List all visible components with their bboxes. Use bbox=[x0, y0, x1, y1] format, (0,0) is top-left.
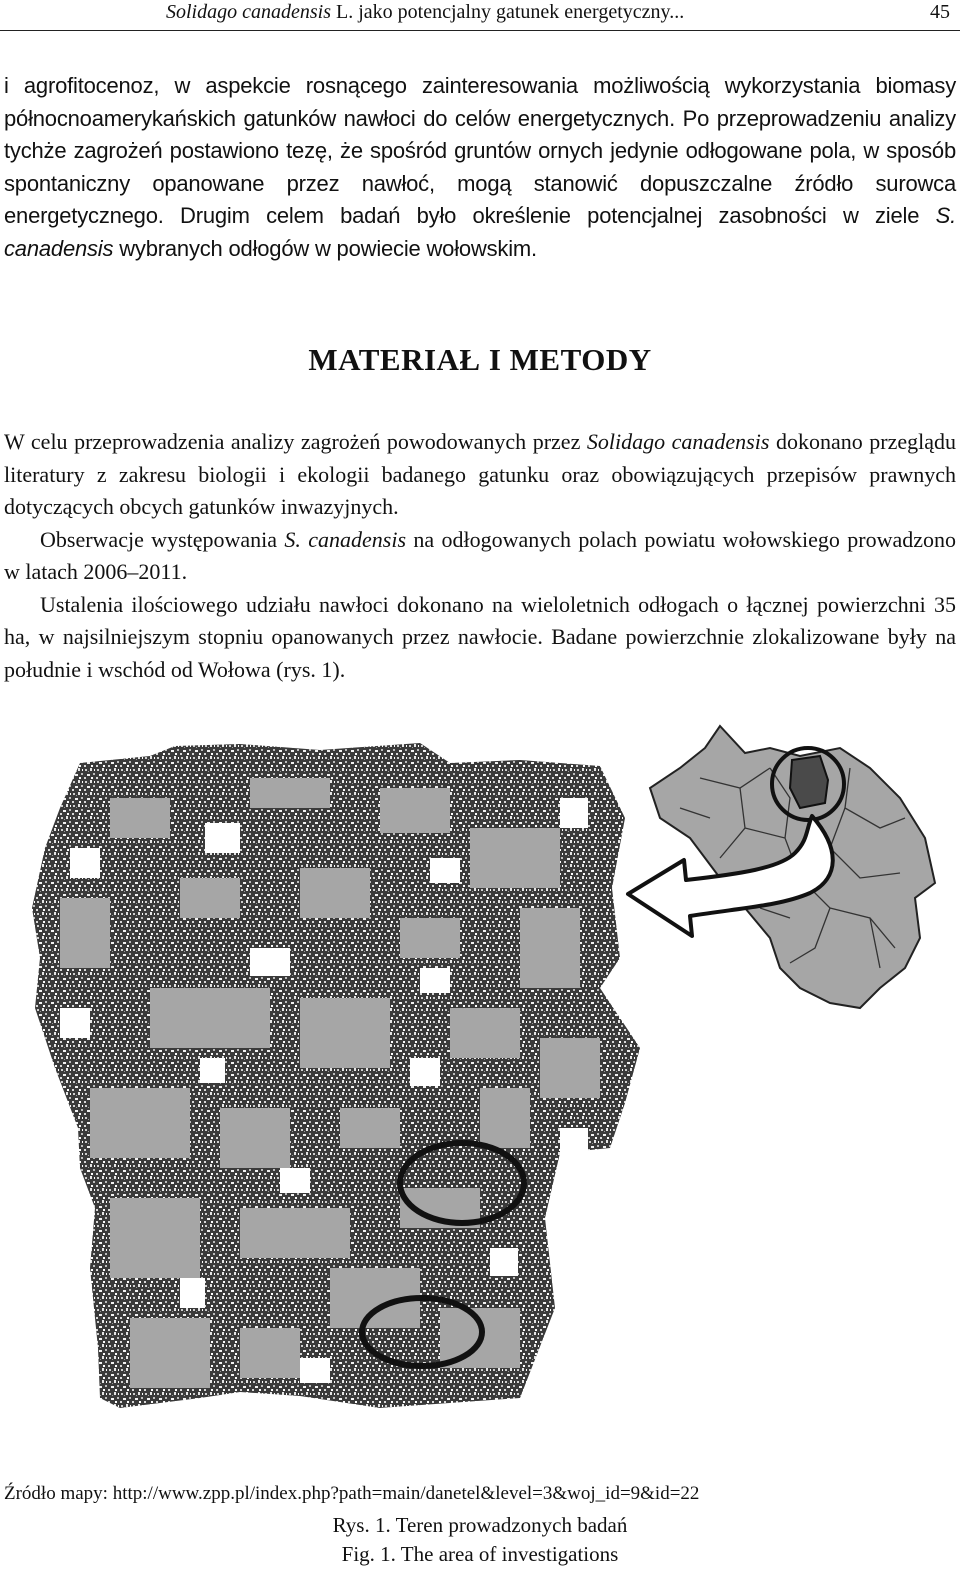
section-heading: MATERIAŁ I METODY bbox=[308, 342, 652, 377]
running-title bbox=[166, 0, 684, 24]
p2-italic: S. canadensis bbox=[284, 526, 407, 552]
intro-text-2: wybranych odłogów w powiecie wołowskim. bbox=[113, 235, 537, 261]
figure-caption-en: Fig. 1. The area of investigations bbox=[341, 1542, 619, 1566]
page-number: 45 bbox=[930, 1, 950, 23]
intro-text-1: i agrofitocenoz, w aspekcie rosnącego zainteresowania możliwością wykorzystania biomasy północnoamerykańskich gatunków nawłoci do celów energetycznych. Po przeprowadzeniu analizy tychże zagrożeń postawiono tezę, że spośród gruntów ornych jedynie odłogowane pola, w sposób spontaniczny opanowane przez nawłoć, mogą stanowić dopuszczalne źródło surowca energetycznego. Drugim celem badań było określenie potencjalnej zasobności w ziele bbox=[4, 73, 956, 228]
p1-italic: Solidago canadensis bbox=[586, 429, 770, 454]
p2-text-b: na odłogowanych polach powiatu wołowskiego prowadzono w latach 2006–2011. bbox=[4, 526, 956, 584]
figure-source: Źródło mapy: http://www.zpp.pl/index.php?path=main/danetel&level=3&woj_id=9&id=22 bbox=[4, 1483, 700, 1504]
p1-text-a: W celu przeprowadzenia analizy zagrożeń powodowanych przez bbox=[4, 429, 587, 454]
study-area-map-figure bbox=[0, 708, 960, 1478]
intro-paragraph bbox=[4, 70, 956, 265]
running-title-rest: L. jako potencjalny gatunek energetyczny... bbox=[331, 1, 685, 23]
methods-paragraph-3: Ustalenia ilościowego udziału nawłoci dokonano na wieloletnich odłogach o łącznej powierzchni 35 ha, w najsilniejszym stopniu opanowanych przez nawłocie. Badane powierzchnie zlokalizowane były na południe i wschód od Wołowa (rys. 1). bbox=[4, 591, 956, 682]
methods-text bbox=[4, 426, 956, 686]
intro-italic: S. canadensis bbox=[4, 203, 956, 261]
figure-caption-pl: Rys. 1. Teren prowadzonych badań bbox=[332, 1513, 628, 1537]
running-header bbox=[0, 0, 960, 31]
methods-paragraph-1 bbox=[4, 426, 956, 524]
methods-paragraph-2 bbox=[4, 524, 956, 589]
p1-text-b: dokonano przeglądu literatury z zakresu biologii i ekologii badanego gatunku oraz obowiązujących przepisów prawnych dotyczących obcych gatunków inwazyjnych. bbox=[4, 429, 957, 519]
county-map bbox=[32, 743, 640, 1408]
p2-text-a: Obserwacje występowania bbox=[40, 526, 285, 552]
wolow-county-highlight bbox=[790, 756, 828, 808]
running-title-italic: Solidago canadensis bbox=[166, 1, 331, 23]
